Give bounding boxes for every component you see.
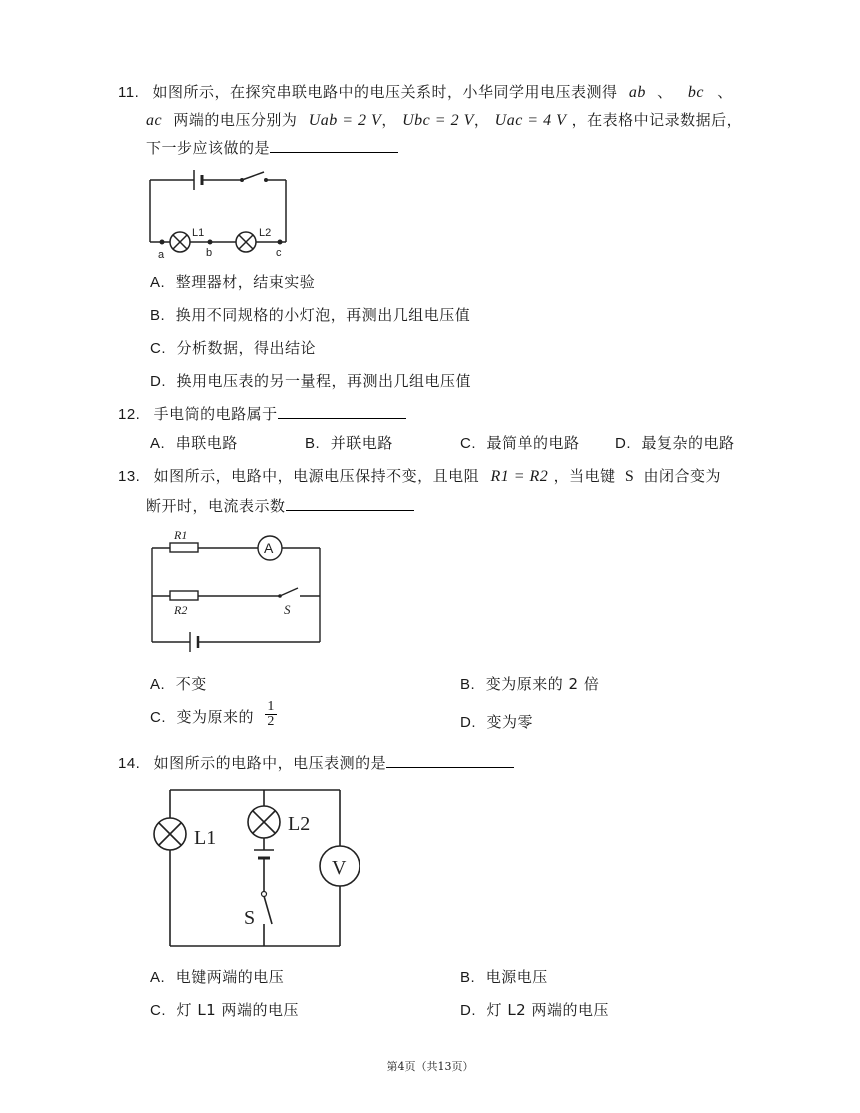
label-S: S xyxy=(244,907,256,929)
ammeter-label: A xyxy=(264,540,274,556)
label-S: S xyxy=(284,602,291,617)
q11-line3: 下一步应该做的是 xyxy=(146,138,398,158)
q12-option-b[interactable]: B. 并联电路 xyxy=(305,434,393,452)
q12-option-a[interactable]: A. 串联电路 xyxy=(150,434,238,452)
label-a: a xyxy=(158,249,165,260)
label-R2: R2 xyxy=(174,603,188,617)
q14-option-b[interactable]: B. 电源电压 xyxy=(460,968,548,986)
q13-circuit-figure xyxy=(146,526,326,666)
label-R1: R1 xyxy=(174,528,188,542)
label-L1: L1 xyxy=(194,827,217,849)
answer-blank[interactable] xyxy=(286,496,414,511)
q11-line2: ac 两端的电压分别为 Uab = 2 V， Ubc = 2 V， Uac = 4 V ，在表格中记录数据后， xyxy=(146,111,743,129)
answer-blank[interactable] xyxy=(386,753,514,768)
q13-option-c[interactable]: C. 变为原来的 $\frac{1}{2}$ xyxy=(150,699,275,729)
q11-option-c[interactable]: C. 分析数据，得出结论 xyxy=(150,339,317,357)
q11-option-d[interactable]: D. 换用电压表的另一量程，再测出几组电压值 xyxy=(150,372,472,390)
q12-option-c[interactable]: C. 最简单的电路 xyxy=(460,434,580,452)
q14-option-c[interactable]: C. 灯 L1 两端的电压 xyxy=(150,1001,299,1019)
label-c: c xyxy=(276,247,282,259)
label-L2: L2 xyxy=(288,813,311,835)
q14-stem: 14. 如图所示的电路中，电压表测的是 xyxy=(118,753,514,774)
q12-option-d[interactable]: D. 最复杂的电路 xyxy=(615,434,735,452)
fraction-one-half: $\frac{1}{2}$ xyxy=(267,699,275,729)
q14-number: 14. xyxy=(118,755,141,772)
page-footer: 第4页（共13页） xyxy=(386,1060,474,1073)
voltmeter-label: V xyxy=(332,857,347,879)
q11-line1: 11. 如图所示，在探究串联电路中的电压关系时，小华同学用电压表测得 ab 、 bc 、 xyxy=(118,83,733,101)
q11-circuit-figure xyxy=(146,168,296,260)
q13-line1: 13. 如图所示，电路中，电源电压保持不变，且电阻 R1 = R2 ，当电键 S 由闭合变为 xyxy=(118,467,722,485)
q14-option-d[interactable]: D. 灯 L2 两端的电压 xyxy=(460,1001,609,1019)
q11-number: 11. xyxy=(118,84,140,101)
answer-blank[interactable] xyxy=(278,404,406,419)
q11-option-b[interactable]: B. 换用不同规格的小灯泡，再测出几组电压值 xyxy=(150,306,471,324)
label-b: b xyxy=(206,247,213,259)
q14-option-a[interactable]: A. 电键两端的电压 xyxy=(150,968,285,986)
q14-circuit-figure xyxy=(148,784,360,956)
q12-number: 12. xyxy=(118,406,141,423)
q13-option-a[interactable]: A. 不变 xyxy=(150,675,207,693)
q13-line2: 断开时，电流表示数 xyxy=(146,496,414,516)
label-L1: L1 xyxy=(192,227,205,239)
q11-option-a[interactable]: A. 整理器材，结束实验 xyxy=(150,273,316,291)
q12-stem: 12. 手电筒的电路属于 xyxy=(118,404,406,425)
answer-blank[interactable] xyxy=(270,138,398,153)
q13-number: 13. xyxy=(118,468,141,485)
label-L2: L2 xyxy=(259,227,272,239)
q13-option-d[interactable]: D. 变为零 xyxy=(460,713,534,731)
q13-option-b[interactable]: B. 变为原来的 2 倍 xyxy=(460,675,600,693)
